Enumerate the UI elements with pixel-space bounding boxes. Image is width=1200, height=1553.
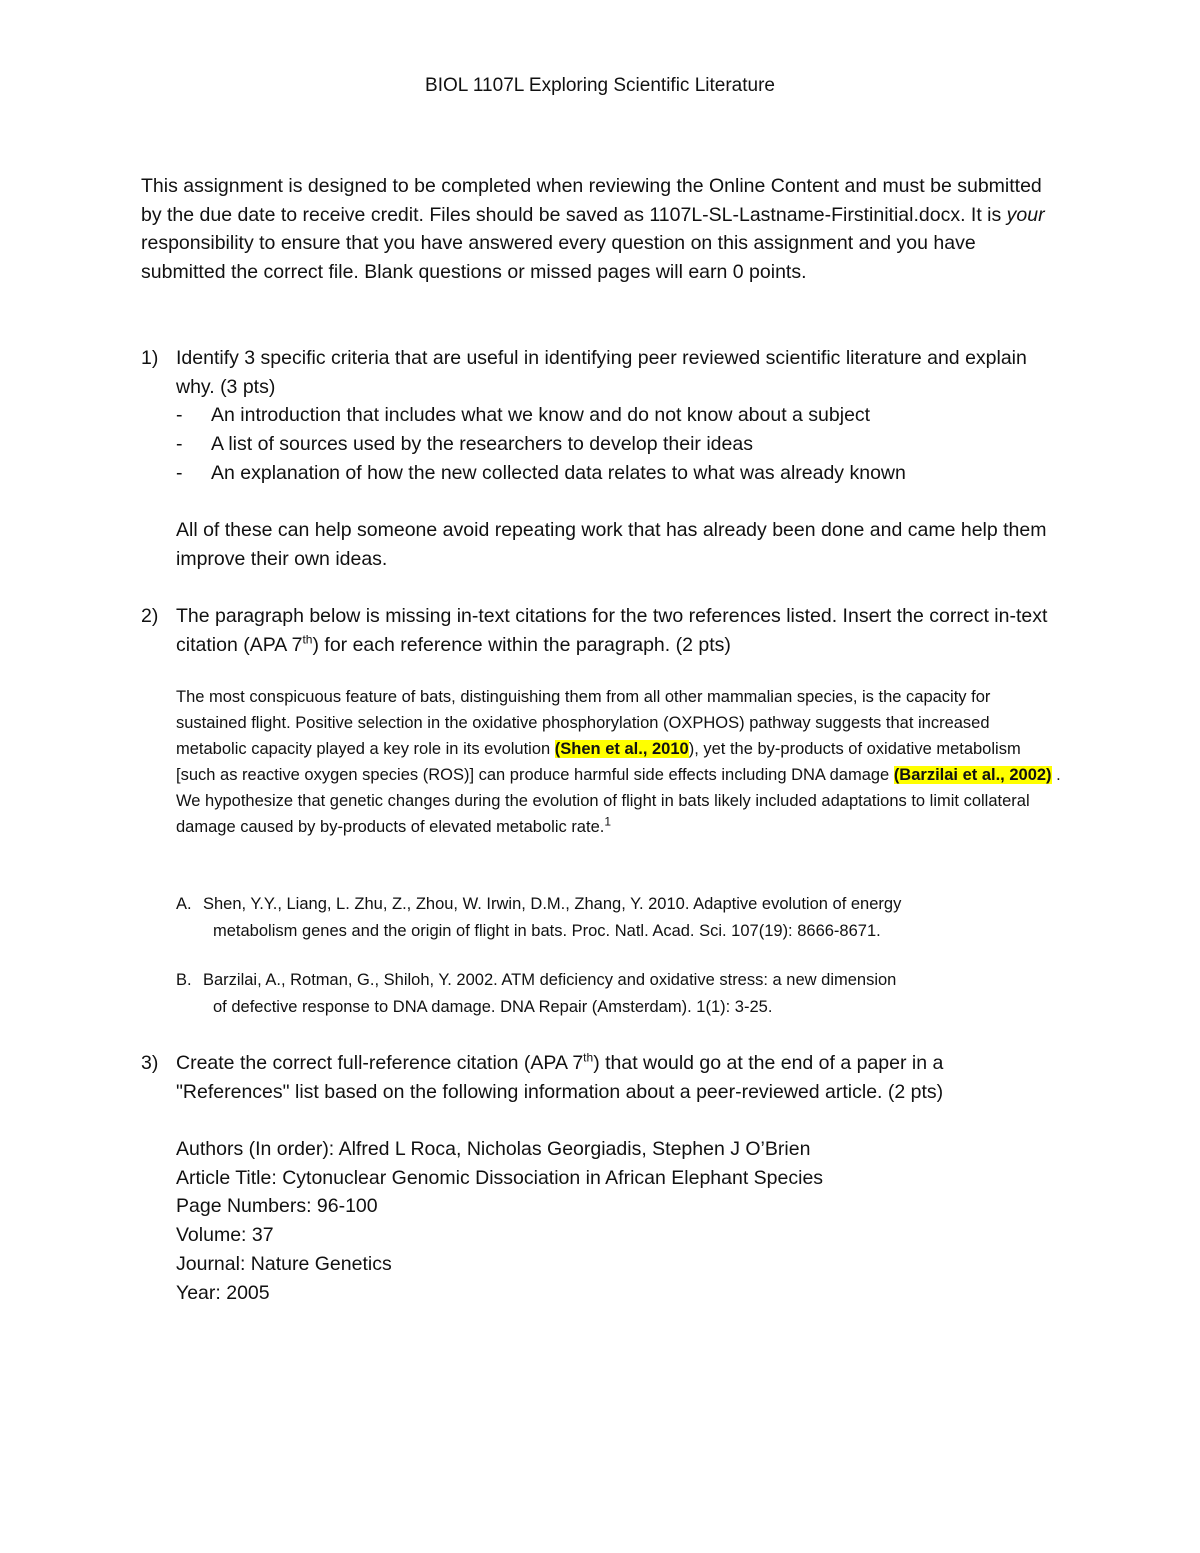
question-1-prompt: Identify 3 specific criteria that are useful in identifying peer reviewed scientific literature and explain why. (3 pts)	[176, 347, 1027, 398]
reference-a-line-2: metabolism genes and the origin of flight in bats. Proc. Natl. Acad. Sci. 107(19): 8666-8671.	[213, 921, 881, 940]
intro-text-1: This assignment is designed to be completed when reviewing the Online Content and must be submitted by the due date to receive credit. Files should be saved as 1107L-SL-Lastname-Firstinitial.docx. It is	[141, 175, 1042, 226]
citation-shen-highlight: (Shen et al., 2010	[554, 740, 689, 758]
bullet-dash: -	[176, 462, 183, 484]
question-2-prompt	[176, 602, 1061, 659]
article-journal: Journal: Nature Genetics	[176, 1252, 392, 1275]
q3-prompt-superscript: th	[583, 1050, 594, 1065]
q1-answer-2-text: A list of sources used by the researchers to develop their ideas	[211, 433, 753, 455]
q3-prompt-text-2: ) that would go at the end of a paper in a "References" list based on the following information about a peer-reviewed article. (2 pts)	[176, 1052, 944, 1103]
bullet-dash: -	[176, 404, 183, 426]
q2-prompt-superscript: th	[302, 632, 313, 646]
q1-answer-2	[176, 430, 753, 459]
reference-a-text-1: Shen, Y.Y., Liang, L. Zhu, Z., Zhou, W. Irwin, D.M., Zhang, Y. 2010. Adaptive evolution of energy	[203, 895, 902, 913]
q2-prompt-text-2: ) for each reference within the paragraph. (2 pts)	[312, 633, 731, 656]
q1-answer-1	[176, 401, 870, 430]
reference-a-line-1	[176, 891, 1066, 918]
footnote-marker: 1	[604, 814, 612, 829]
article-pages: Page Numbers: 96-100	[176, 1195, 378, 1218]
reference-b-letter: B.	[176, 971, 192, 989]
article-year: Year: 2005	[176, 1281, 270, 1304]
intro-emphasis: your	[1006, 203, 1045, 226]
q1-summary: All of these can help someone avoid repeating work that has already been done and came help them improve their own ideas.	[176, 519, 1047, 570]
q3-prompt-text-1: Create the correct full-reference citation (APA 7	[176, 1052, 584, 1074]
question-2-number: 2)	[141, 605, 159, 627]
article-title: Article Title: Cytonuclear Genomic Dissociation in African Elephant Species	[176, 1166, 824, 1189]
bullet-dash: -	[176, 433, 183, 455]
question-1-number: 1)	[141, 347, 159, 369]
bat-paragraph-text-1: The most conspicuous feature of bats, distinguishing them from all other mammalian species, is the capacity for sustained flight. Positive selection in the oxidative phosphorylation (OXPHOS) pathway suggests that increased metabolic capacity played a key role in its evolution	[176, 688, 991, 758]
reference-b-text-1: Barzilai, A., Rotman, G., Shiloh, Y. 2002. ATM deficiency and oxidative stress: a new dimension	[203, 971, 897, 989]
reference-a-letter: A.	[176, 895, 192, 913]
article-volume: Volume: 37	[176, 1224, 274, 1247]
q1-answer-1-text: An introduction that includes what we know and do not know about a subject	[211, 404, 871, 426]
q1-answer-3-text: An explanation of how the new collected data relates to what was already known	[211, 462, 906, 484]
intro-paragraph	[141, 172, 1061, 286]
q1-answer-3	[176, 459, 906, 488]
bat-paragraph-text-3: . We hypothesize that genetic changes during the evolution of flight in bats likely included adaptations to limit collateral damage caused by by-products of elevated metabolic rate.	[176, 766, 1061, 836]
question-3-number: 3)	[141, 1052, 159, 1074]
bat-paragraph	[176, 684, 1061, 840]
reference-b-line-1	[176, 967, 1066, 994]
reference-b-line-2: of defective response to DNA damage. DNA Repair (Amsterdam). 1(1): 3-25.	[213, 997, 773, 1016]
reference-a	[176, 891, 1066, 944]
article-info	[176, 1135, 823, 1307]
article-authors: Authors (In order): Alfred L Roca, Nicholas Georgiadis, Stephen J O’Brien	[176, 1138, 811, 1160]
question-3-prompt	[176, 1049, 1061, 1106]
intro-text-2: responsibility to ensure that you have answered every question on this assignment and you have submitted the correct file. Blank questions or missed pages will earn 0 points.	[141, 232, 976, 283]
bat-paragraph-text-2: ), yet the by-products of oxidative metabolism [such as reactive oxygen species (ROS)] can produce harmful side effects including DNA damage	[176, 740, 1021, 784]
citation-barzilai-highlight: (Barzilai et al., 2002)	[893, 766, 1052, 784]
reference-b	[176, 967, 1066, 1020]
page-title: BIOL 1107L Exploring Scientific Literature	[425, 75, 775, 96]
q2-prompt-text-1: The paragraph below is missing in-text citations for the two references listed. Insert the correct in-text citation (APA 7	[176, 605, 1048, 656]
